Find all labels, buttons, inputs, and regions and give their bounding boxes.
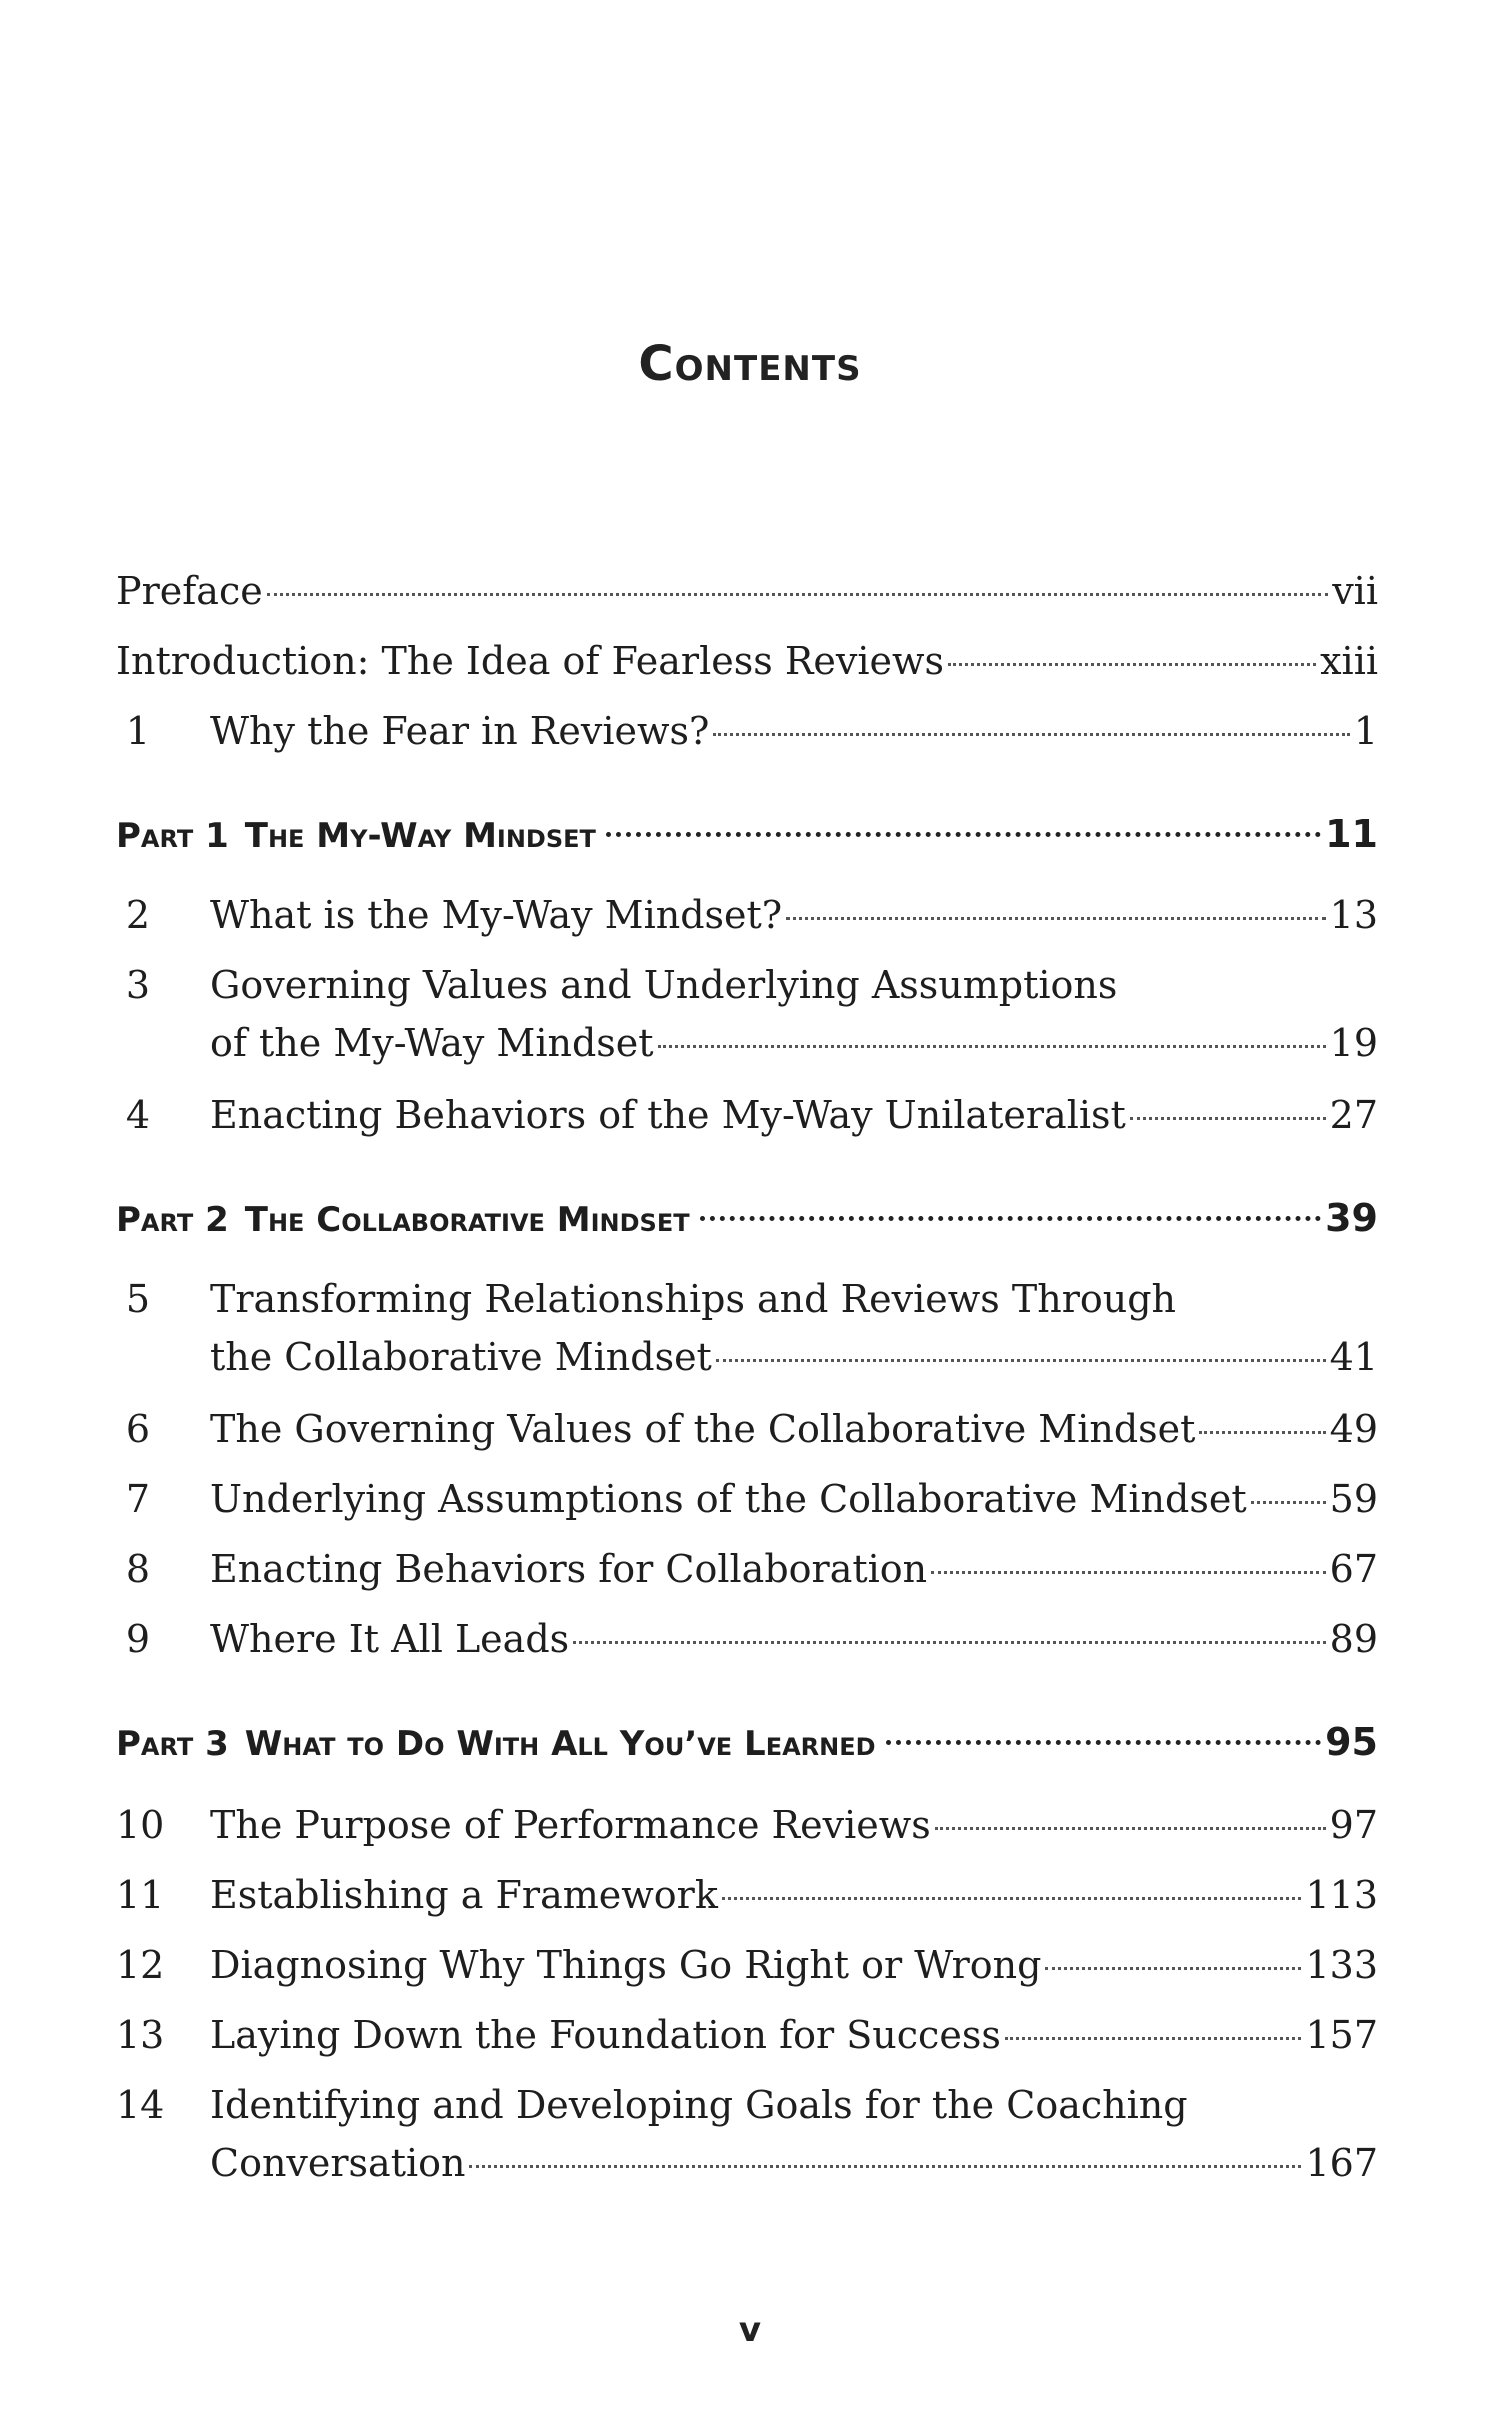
dot-leader <box>786 917 1325 920</box>
dot-leader <box>606 832 1321 837</box>
chapter-number: 5 <box>125 1277 151 1321</box>
part-page: 95 <box>1325 1720 1378 1764</box>
part-label: Part 3 <box>116 1724 229 1764</box>
chapter-number: 4 <box>125 1093 151 1137</box>
dot-leader <box>1005 2037 1302 2040</box>
chapter-number: 12 <box>116 1943 165 1987</box>
chapter-number: 6 <box>125 1407 151 1451</box>
entry-page: 19 <box>1329 1021 1378 1065</box>
page-title: Contents <box>638 336 862 392</box>
entry-title-line: Governing Values and Underlying Assumptions <box>210 963 1118 1007</box>
entry-title-line: Transforming Relationships and Reviews Through <box>210 1277 1177 1321</box>
part-title: What to Do With All You’ve Learned <box>244 1724 876 1764</box>
dot-leader <box>931 1571 1326 1574</box>
toc-part-1 <box>116 806 1378 864</box>
dot-leader <box>700 1216 1322 1221</box>
entry-title: The Governing Values of the Collaborative Mindset <box>210 1407 1196 1451</box>
entry-page: 1 <box>1353 709 1378 753</box>
entry-title: the Collaborative Mindset <box>210 1335 712 1379</box>
entry-page: 67 <box>1329 1547 1378 1591</box>
entry-page: 167 <box>1305 2141 1378 2185</box>
entry-title: Why the Fear in Reviews? <box>210 709 710 753</box>
entry-title: Diagnosing Why Things Go Right or Wrong <box>210 1943 1042 1987</box>
chapter-number: 14 <box>116 2083 165 2127</box>
chapter-number: 13 <box>116 2013 165 2057</box>
entry-title: Laying Down the Foundation for Success <box>210 2013 1001 2057</box>
entry-title: What is the My-Way Mindset? <box>210 893 783 937</box>
entry-title: Enacting Behaviors for Collaboration <box>210 1547 928 1591</box>
entry-page: 41 <box>1329 1335 1378 1379</box>
entry-page: 49 <box>1329 1407 1378 1451</box>
dot-leader <box>1045 1967 1301 1970</box>
chapter-number: 2 <box>125 893 151 937</box>
entry-page: 157 <box>1305 2013 1378 2057</box>
dot-leader <box>713 733 1349 736</box>
dot-leader <box>948 663 1316 666</box>
dot-leader <box>1130 1117 1326 1120</box>
entry-page: vii <box>1332 569 1378 613</box>
dot-leader <box>886 1740 1322 1745</box>
dot-leader <box>722 1897 1302 1900</box>
entry-title: Where It All Leads <box>210 1617 570 1661</box>
page-number: v <box>738 2310 762 2350</box>
part-page: 39 <box>1325 1196 1378 1240</box>
entry-title: Conversation <box>210 2141 466 2185</box>
entry-page: 27 <box>1329 1093 1378 1137</box>
toc-part-3 <box>116 1714 1378 1772</box>
part-title: The My-Way Mindset <box>244 816 596 856</box>
dot-leader <box>935 1827 1326 1830</box>
entry-title: Underlying Assumptions of the Collaborative Mindset <box>210 1477 1247 1521</box>
entry-title: Enacting Behaviors of the My-Way Unilateralist <box>210 1093 1126 1137</box>
chapter-number: 1 <box>125 709 151 753</box>
entry-page: xiii <box>1320 639 1378 683</box>
entry-title-line: Identifying and Developing Goals for the Coaching <box>210 2083 1188 2127</box>
dot-leader <box>658 1045 1326 1048</box>
chapter-number: 11 <box>116 1873 165 1917</box>
chapter-number: 7 <box>125 1477 151 1521</box>
chapter-number: 9 <box>125 1617 151 1661</box>
dot-leader <box>716 1359 1326 1362</box>
entry-title: Preface <box>116 569 263 613</box>
entry-page: 113 <box>1305 1873 1378 1917</box>
entry-title: of the My-Way Mindset <box>210 1021 654 1065</box>
toc-part-2 <box>116 1190 1378 1248</box>
entry-title: Establishing a Framework <box>210 1873 718 1917</box>
entry-page: 59 <box>1329 1477 1378 1521</box>
part-page: 11 <box>1325 812 1378 856</box>
dot-leader <box>1251 1501 1326 1504</box>
entry-page: 133 <box>1305 1943 1378 1987</box>
dot-leader <box>267 593 1329 596</box>
part-label: Part 1 <box>116 816 229 856</box>
part-label: Part 2 <box>116 1200 229 1240</box>
entry-page: 97 <box>1329 1803 1378 1847</box>
entry-title: The Purpose of Performance Reviews <box>210 1803 931 1847</box>
entry-page: 89 <box>1329 1617 1378 1661</box>
dot-leader <box>469 2165 1301 2168</box>
entry-title: Introduction: The Idea of Fearless Reviews <box>116 639 945 683</box>
entry-page: 13 <box>1329 893 1378 937</box>
dot-leader <box>573 1641 1325 1644</box>
chapter-number: 3 <box>125 963 151 1007</box>
dot-leader <box>1199 1431 1325 1434</box>
part-title: The Collaborative Mindset <box>244 1200 690 1240</box>
chapter-number: 8 <box>125 1547 151 1591</box>
chapter-number: 10 <box>116 1803 165 1847</box>
